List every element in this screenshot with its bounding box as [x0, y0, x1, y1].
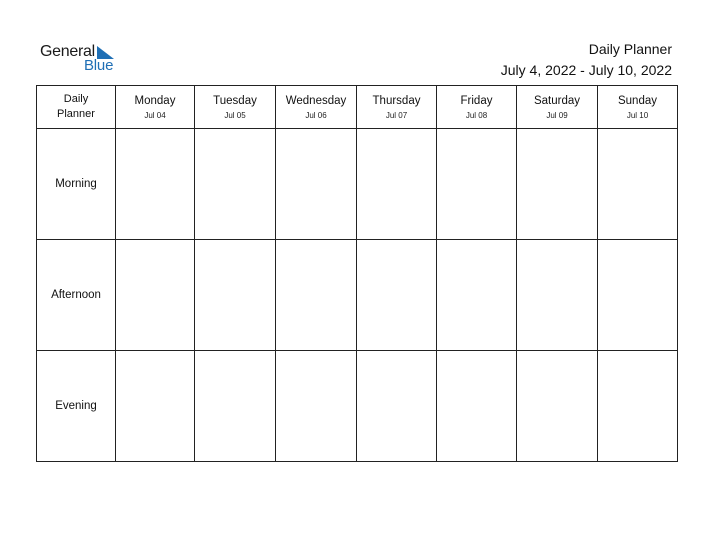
planner-cell[interactable]	[598, 129, 678, 240]
slot-label: Afternoon	[37, 240, 116, 351]
day-header-sunday	[598, 86, 678, 129]
planner-cell[interactable]	[116, 129, 195, 240]
day-name: Friday	[460, 94, 493, 107]
logo	[40, 43, 120, 75]
day-name: Sunday	[617, 94, 657, 107]
date-range: July 4, 2022 - July 10, 2022	[500, 62, 672, 78]
day-header-wednesday	[276, 86, 357, 129]
planner-cell[interactable]	[517, 351, 598, 462]
day-date: Jul 09	[546, 110, 568, 120]
day-name: Wednesday	[285, 94, 347, 107]
planner-cell[interactable]	[116, 240, 195, 351]
day-name: Thursday	[372, 94, 421, 107]
slot-row-evening	[37, 351, 678, 462]
corner-label-line2: Planner	[57, 108, 95, 120]
page-header	[501, 40, 672, 79]
planner-cell[interactable]	[357, 129, 437, 240]
planner-cell[interactable]	[437, 351, 517, 462]
day-date: Jul 07	[385, 110, 408, 120]
planner-cell[interactable]	[195, 351, 276, 462]
planner-cell[interactable]	[276, 240, 357, 351]
day-date: Jul 08	[465, 110, 488, 120]
day-header-monday	[116, 86, 195, 129]
planner-cell[interactable]	[437, 129, 517, 240]
day-date: Jul 04	[144, 110, 166, 120]
day-date: Jul 10	[626, 110, 649, 120]
planner-cell[interactable]	[437, 240, 517, 351]
day-date: Jul 06	[305, 110, 327, 120]
day-name: Saturday	[533, 94, 581, 107]
corner-cell	[37, 86, 116, 129]
planner-table	[36, 85, 678, 462]
planner-cell[interactable]	[517, 129, 598, 240]
planner-cell[interactable]	[598, 240, 678, 351]
slot-label: Evening	[37, 351, 116, 462]
planner-cell[interactable]	[195, 240, 276, 351]
planner-cell[interactable]	[276, 129, 357, 240]
slot-label: Morning	[37, 129, 116, 240]
planner-cell[interactable]	[357, 351, 437, 462]
day-name: Monday	[134, 94, 176, 107]
corner-label-line1: Daily	[63, 93, 89, 105]
planner-cell[interactable]	[195, 129, 276, 240]
logo-text-general: General	[40, 43, 95, 60]
planner-cell[interactable]	[517, 240, 598, 351]
slot-row-morning	[37, 129, 678, 240]
header-row	[37, 86, 678, 129]
page-title: Daily Planner	[588, 41, 672, 57]
planner-cell[interactable]	[116, 351, 195, 462]
day-date: Jul 05	[224, 110, 246, 120]
planner-cell[interactable]	[598, 351, 678, 462]
planner-cell[interactable]	[276, 351, 357, 462]
day-header-tuesday	[195, 86, 276, 129]
slot-row-afternoon	[37, 240, 678, 351]
planner-cell[interactable]	[357, 240, 437, 351]
day-header-friday	[437, 86, 517, 129]
logo-text-blue: Blue	[84, 57, 114, 74]
day-header-saturday	[517, 86, 598, 129]
day-name: Tuesday	[213, 94, 257, 107]
day-header-thursday	[357, 86, 437, 129]
